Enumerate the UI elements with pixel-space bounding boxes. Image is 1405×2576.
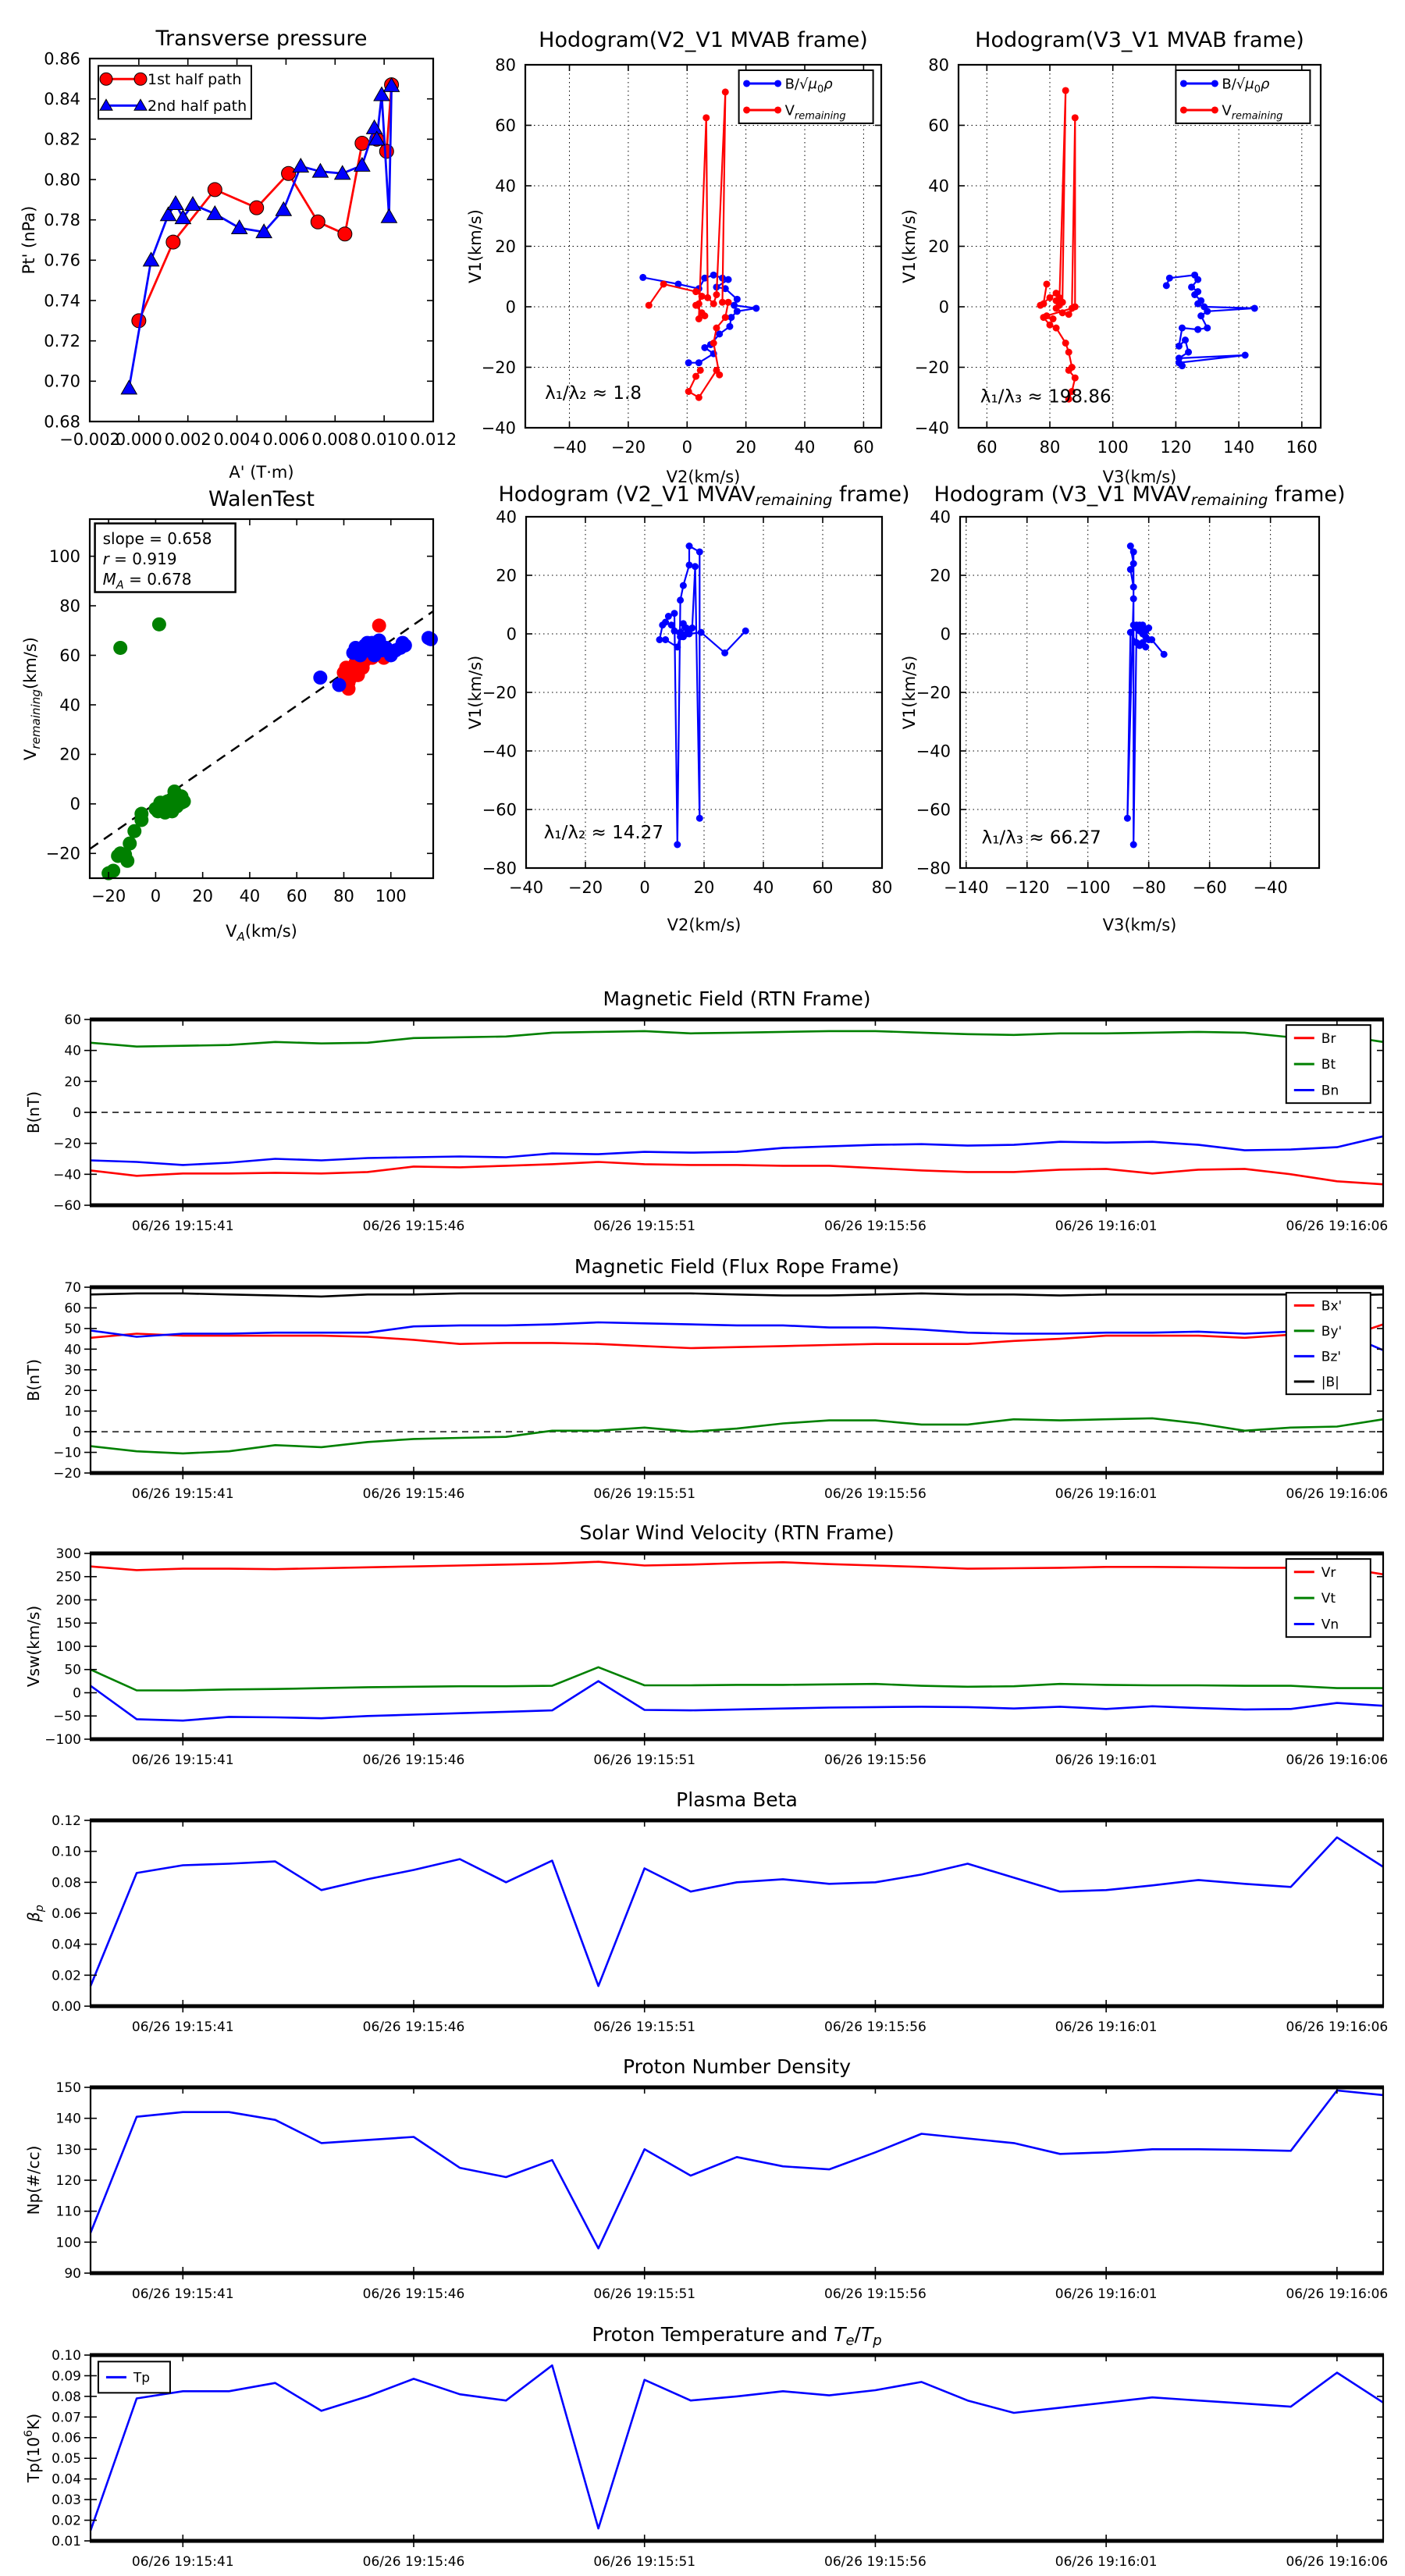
series-group [91,2365,1383,2531]
y-axis-label: $Tp(10^6K)$ [23,2413,43,2483]
y-tick-label: −20 [482,683,517,703]
y-tick-label: 0.84 [44,90,80,109]
y-tick-label: 60 [64,1012,81,1028]
y-tick-label: 90 [64,2265,81,2282]
x-axis-label: V2(km/s) [667,916,742,934]
y-tick-label: 0.70 [44,372,80,391]
y-tick-label: 140 [55,2111,81,2127]
y-tick-label: 0 [69,795,80,814]
legend-label: Bn [1321,1083,1339,1099]
y-tick-label: 0.07 [52,2410,81,2426]
x-tick-label: −40 [1253,878,1288,897]
x-axis-label: V2(km/s) [666,468,741,486]
series-line [91,1162,1383,1185]
y-tick-label: 80 [495,55,516,75]
x-tick-label: 100 [375,887,407,906]
y-axis-label: V1(km/s) [466,655,485,730]
x-tick-label: 06/26 19:16:01 [1055,2286,1158,2302]
y-tick-label: −50 [53,1709,81,1725]
y-tick-label: 0.01 [52,2533,81,2549]
y-tick-label: 0 [73,1685,81,1702]
legend-label: By' [1321,1323,1343,1340]
x-tick-label: −20 [91,887,126,906]
axes-frame [91,1820,1383,2006]
x-tick-label: 06/26 19:16:06 [1286,1219,1389,1234]
y-tick-label: 120 [55,2172,81,2189]
annotation: λ₁/λ₂ ≈ 1.8 [545,382,642,404]
y-tick-label: −60 [53,1197,81,1214]
annotation: λ₁/λ₂ ≈ 14.27 [543,822,663,843]
y-axis-label: Np(#/cc) [24,2145,43,2215]
y-tick-label: 20 [495,237,516,256]
y-tick-label: 150 [55,1616,81,1632]
x-tick-label: 06/26 19:15:41 [131,2019,234,2035]
x-tick-label: 0 [681,438,692,457]
x-tick-label: 06/26 19:15:46 [362,1486,465,1502]
panel-hodogram-v3v1-mvav [871,468,1405,987]
x-tick-label: 06/26 19:15:46 [362,1219,465,1234]
chart-title: WalenTest [208,487,315,511]
y-tick-label: 0.12 [52,1813,81,1829]
y-tick-label: 0 [73,1105,81,1121]
y-tick-label: −40 [482,742,517,761]
x-tick-label: 06/26 19:16:01 [1055,1219,1158,1234]
y-tick-label: 0 [938,297,949,317]
annotation: λ₁/λ₃ ≈ 198.86 [980,386,1112,407]
y-tick-label: 40 [496,507,517,527]
y-tick-label: −40 [916,742,951,761]
panel-hodogram-v3v1-mvab [874,0,1405,503]
y-tick-label: −20 [916,683,951,703]
y-tick-label: 20 [496,566,517,585]
x-tick-label: 160 [1286,438,1318,457]
series-group [656,543,749,849]
y-tick-label: −40 [481,418,516,438]
series-group [121,78,399,394]
y-axis-label: Pt' (nPa) [20,205,38,275]
x-tick-label: 60 [976,438,998,457]
y-tick-label: 20 [930,566,951,585]
legend-label: Br [1321,1030,1336,1047]
series-group [91,2090,1383,2248]
chart-title: Proton Number Density [623,2055,851,2078]
x-tick-label: 06/26 19:16:06 [1286,2286,1389,2302]
x-tick-label: 06/26 19:15:41 [131,1486,234,1502]
chart-title: Proton Temperature and $T_e/T_p$ [592,2323,882,2349]
series-line [91,1667,1383,1691]
y-tick-label: −60 [916,800,951,820]
y-tick-label: 0.04 [52,2471,81,2488]
y-tick-label: 20 [64,1383,81,1400]
y-tick-label: 0.03 [52,2492,81,2509]
y-axis-label: B(nT) [24,1358,43,1402]
series-line [91,2365,1383,2531]
series-line [91,1293,1383,1297]
y-tick-label: −10 [53,1445,81,1461]
y-tick-label: 100 [55,1638,81,1655]
y-tick-label: 10 [64,1404,81,1420]
x-tick-label: −80 [1131,878,1166,897]
y-tick-label: 0.68 [44,412,80,432]
y-tick-label: 40 [59,696,80,715]
y-tick-label: 0.06 [52,2430,81,2446]
y-axis-label: $\beta_p$ [24,1905,46,1922]
x-tick-label: −20 [567,878,603,897]
y-tick-label: 0 [73,1425,81,1441]
y-tick-label: 40 [930,507,951,527]
y-tick-label: 60 [64,1300,81,1317]
x-tick-label: −40 [552,438,587,457]
y-tick-label: 50 [64,1662,81,1678]
x-tick-label: 0.006 [262,430,310,449]
panel-hodogram-v2v1-mvab [437,0,937,503]
y-tick-label: 250 [55,1569,81,1585]
legend-label: Bt [1321,1057,1336,1073]
x-tick-label: 0.004 [213,430,261,449]
x-tick-label: 06/26 19:15:56 [824,1752,927,1768]
y-tick-label: 0.00 [52,1998,81,2015]
y-tick-label: 70 [64,1279,81,1296]
x-tick-label: 0 [639,878,650,897]
x-tick-label: −120 [1004,878,1050,897]
series-group [90,611,438,881]
x-tick-label: 80 [1039,438,1061,457]
y-tick-label: −80 [482,859,517,878]
stats-line: r = 0.919 [102,550,177,569]
chart-title: Solar Wind Velocity (RTN Frame) [579,1521,895,1544]
x-tick-label: 40 [794,438,816,457]
y-tick-label: 100 [48,546,80,566]
axes-frame [91,1553,1383,1739]
series-line [91,1562,1383,1574]
series-line [1127,546,1164,845]
y-axis-label: V1(km/s) [900,655,919,730]
x-tick-label: 06/26 19:15:46 [362,1752,465,1768]
x-tick-label: 06/26 19:16:06 [1286,2019,1389,2035]
x-tick-label: 06/26 19:16:01 [1055,1486,1158,1502]
legend-label: $B/√\mu_0\rho$ [784,76,833,96]
chart-title: Hodogram(V3_V1 MVAB frame) [975,28,1304,52]
y-tick-label: 300 [55,1546,81,1562]
chart-title: Transverse pressure [155,27,368,51]
y-tick-label: 0.08 [52,2389,81,2405]
y-tick-label: 130 [55,2142,81,2158]
x-tick-label: 06/26 19:16:01 [1055,1752,1158,1768]
panel-proton-number-density [0,2041,1405,2307]
stats-line: $M_A = 0.678$ [102,570,192,592]
x-tick-label: 06/26 19:15:51 [593,1486,696,1502]
chart-title: Magnetic Field (Flux Rope Frame) [574,1255,900,1278]
series-group [639,88,759,400]
x-tick-label: 20 [192,887,214,906]
x-tick-label: 0.008 [311,430,359,449]
series-line [91,1838,1383,1986]
stats-line: slope = 0.658 [102,529,212,549]
y-axis-label: $V_{remaining}(km/s)$ [21,636,43,761]
x-tick-label: 06/26 19:16:06 [1286,1486,1389,1502]
y-tick-label: 0 [505,297,516,317]
y-axis-label: B(nT) [24,1091,43,1134]
x-tick-label: 06/26 19:15:51 [593,1752,696,1768]
x-tick-label: 0.010 [361,430,408,449]
x-axis-label: $V_A(km/s)$ [226,922,297,944]
panel-walen-test [0,468,500,987]
x-tick-label: 0 [150,887,162,906]
y-tick-label: 0.76 [44,251,80,270]
y-axis-label: Vsw(km/s) [24,1605,43,1688]
series-line [1166,275,1254,365]
y-tick-label: −100 [44,1731,81,1748]
x-tick-label: 06/26 19:15:41 [131,2554,234,2570]
x-axis-label: V3(km/s) [1102,468,1177,486]
y-tick-label: 0.04 [52,1937,81,1953]
x-tick-label: 100 [1097,438,1129,457]
chart-title: Hodogram (V3_V1 MVAVremaining frame) [934,482,1346,509]
series-group [91,1293,1383,1453]
y-tick-label: 200 [55,1592,81,1609]
y-tick-label: 20 [59,745,80,764]
series-group [91,1031,1383,1184]
legend-label: Bz' [1321,1349,1342,1365]
x-tick-label: 06/26 19:16:06 [1286,2554,1389,2570]
legend-label: $V_{remaining}$ [784,102,846,123]
x-tick-label: 06/26 19:15:56 [824,2554,927,2570]
x-tick-label: 06/26 19:16:01 [1055,2554,1158,2570]
y-tick-label: 80 [59,596,80,616]
x-tick-label: 80 [333,887,354,906]
y-tick-label: 60 [495,116,516,135]
x-tick-label: 06/26 19:15:41 [131,2286,234,2302]
x-tick-label: 06/26 19:15:41 [131,1752,234,1768]
series-line [91,1681,1383,1721]
legend-label: Vn [1321,1617,1339,1633]
y-tick-label: 20 [64,1074,81,1091]
y-tick-label: −40 [914,418,949,438]
panel-magnetic-field-rtn [0,973,1405,1240]
legend-label: Tp [133,2370,151,2386]
x-tick-label: 40 [239,887,261,906]
y-tick-label: −60 [482,800,517,820]
x-tick-label: 06/26 19:15:46 [362,2286,465,2302]
series-group [1037,87,1257,402]
y-tick-label: −40 [53,1167,81,1183]
y-tick-label: 0 [506,624,517,644]
legend-label: 2nd half path [148,97,247,115]
legend-label: 1st half path [148,70,242,88]
legend-label: $B/√\mu_0\rho$ [1222,76,1270,96]
x-tick-label: 60 [812,878,834,897]
x-tick-label: 06/26 19:15:51 [593,2554,696,2570]
y-tick-label: −80 [916,859,951,878]
x-tick-label: 06/26 19:15:51 [593,1219,696,1234]
legend-label: $V_{remaining}$ [1222,102,1283,123]
x-tick-label: 06/26 19:15:41 [131,1219,234,1234]
x-tick-label: 06/26 19:15:56 [824,1219,927,1234]
y-axis-label: V1(km/s) [900,209,919,283]
x-tick-label: −140 [943,878,989,897]
y-tick-label: 40 [495,176,516,196]
y-tick-label: −20 [53,1465,81,1482]
x-tick-label: 06/26 19:15:46 [362,2554,465,2570]
y-tick-label: 60 [59,646,80,665]
y-tick-label: 110 [55,2204,81,2220]
panel-proton-temperature [0,2308,1405,2575]
y-tick-label: 50 [64,1321,81,1337]
series-line [91,1418,1383,1453]
y-axis-label: V1(km/s) [466,209,485,283]
panel-transverse-pressure [0,0,500,503]
x-tick-label: 20 [693,878,715,897]
x-tick-label: 140 [1223,438,1255,457]
y-tick-label: −20 [45,844,80,863]
x-axis-label: A' (T·m) [229,463,294,482]
x-tick-label: 0.012 [409,430,457,449]
y-tick-label: 0.08 [52,1875,81,1891]
y-tick-label: 0.78 [44,211,80,230]
y-tick-label: −20 [914,358,949,377]
series-line [91,1137,1383,1165]
panel-hodogram-v2v1-mvav [437,468,937,987]
y-tick-label: 40 [64,1342,81,1358]
x-tick-label: 60 [853,438,874,457]
y-tick-label: 80 [928,55,949,75]
x-tick-label: 80 [871,878,893,897]
x-tick-label: 06/26 19:15:51 [593,2019,696,2035]
y-tick-label: 0.86 [44,49,80,69]
legend-label: |B| [1321,1374,1339,1390]
y-tick-label: 0.06 [52,1905,81,1922]
series-group [1124,543,1168,849]
chart-title: Hodogram (V2_V1 MVAVremaining frame) [498,482,910,509]
x-tick-label: −40 [508,878,544,897]
x-axis-label: V3(km/s) [1102,916,1177,934]
x-tick-label: 0.000 [115,430,162,449]
y-tick-label: 0 [940,624,951,644]
y-tick-label: 100 [55,2235,81,2251]
x-tick-label: −0.002 [59,430,120,449]
series-line [660,546,745,845]
panel-solar-wind-velocity [0,1507,1405,1774]
chart-title: Magnetic Field (RTN Frame) [603,987,871,1010]
series-line [91,1325,1383,1348]
y-tick-label: 0.72 [44,332,80,351]
y-tick-label: 40 [64,1043,81,1059]
y-tick-label: 0.02 [52,1968,81,1984]
y-tick-label: 30 [64,1362,81,1379]
y-tick-label: 0.05 [52,2451,81,2467]
y-tick-label: 0.80 [44,170,80,190]
x-tick-label: 06/26 19:15:51 [593,2286,696,2302]
series-group [91,1562,1383,1721]
y-tick-label: 150 [55,2080,81,2096]
y-tick-label: −20 [53,1136,81,1152]
axes-frame [91,2087,1383,2273]
annotation: λ₁/λ₃ ≈ 66.27 [981,827,1101,849]
legend-label: Vr [1321,1564,1336,1581]
legend-label: Bx' [1321,1298,1343,1315]
x-tick-label: −100 [1065,878,1111,897]
y-tick-label: −20 [481,358,516,377]
chart-title: Plasma Beta [676,1788,798,1811]
x-tick-label: 06/26 19:16:06 [1286,1752,1389,1768]
panel-magnetic-field-fluxrope [0,1240,1405,1507]
x-tick-label: 06/26 19:15:46 [362,2019,465,2035]
x-tick-label: 20 [735,438,757,457]
series-group [91,1838,1383,1986]
x-tick-label: 40 [752,878,774,897]
legend-label: Vt [1321,1591,1336,1607]
x-tick-label: 120 [1160,438,1192,457]
chart-title: Hodogram(V2_V1 MVAB frame) [539,28,868,52]
x-tick-label: 06/26 19:15:56 [824,2019,927,2035]
x-tick-label: −60 [1192,878,1227,897]
y-tick-label: 0.82 [44,130,80,149]
y-tick-label: 60 [928,116,949,135]
x-tick-label: 60 [286,887,308,906]
axes-frame [91,2355,1383,2541]
series-line [91,2090,1383,2248]
series-line [91,1031,1383,1047]
y-tick-label: 0.10 [52,2347,81,2364]
y-tick-label: 0.02 [52,2513,81,2529]
y-tick-label: 20 [928,237,949,256]
x-tick-label: 06/26 19:15:56 [824,2286,927,2302]
y-tick-label: 40 [928,176,949,196]
x-tick-label: −20 [610,438,646,457]
x-tick-label: 06/26 19:16:01 [1055,2019,1158,2035]
x-tick-label: 06/26 19:15:56 [824,1486,927,1502]
y-tick-label: 0.74 [44,291,80,311]
y-tick-label: 0.10 [52,1844,81,1860]
panel-plasma-beta [0,1774,1405,2041]
y-tick-label: 0.09 [52,2368,81,2385]
x-tick-label: 0.002 [164,430,212,449]
